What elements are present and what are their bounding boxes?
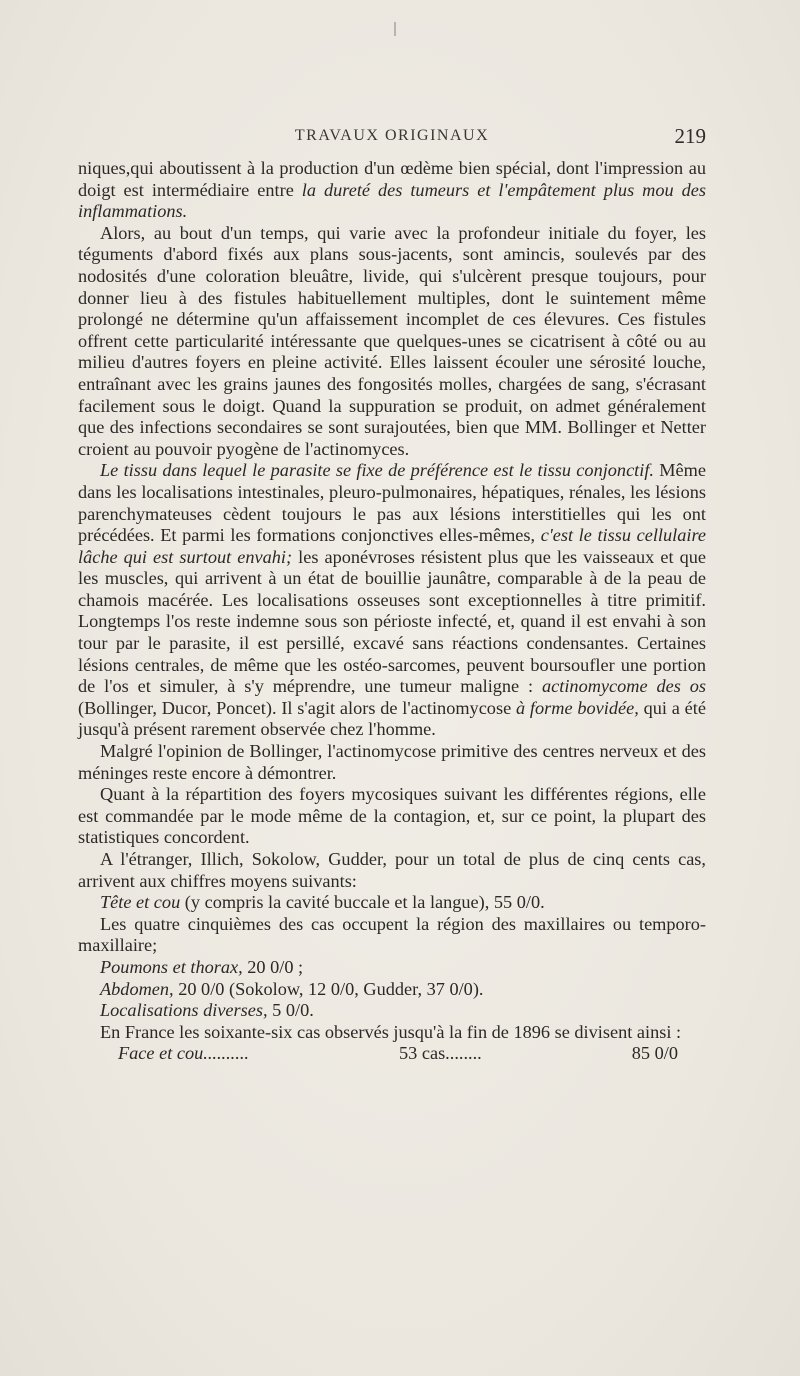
italic-text: Localisations diverses, [100, 1000, 268, 1021]
text-segment: Quant à la répartition des foyers mycosiques suivant les différentes régions, elle est commandée par le mode même de la contagion, et, sur ce point, la plupart des statistiques concordent. [78, 784, 706, 848]
paragraph [78, 979, 706, 1001]
paragraph [78, 460, 706, 741]
row-percent: 85 0/0 [631, 1043, 678, 1064]
italic-text: Poumons et thorax, [100, 956, 243, 977]
italic-text: actinomycome des os [542, 676, 706, 697]
italic-text: la dureté des tumeurs et l'empâtement plus mou des inflammations. [78, 179, 706, 222]
page-mark [394, 22, 396, 36]
text-segment: 20 0/0 ; [242, 956, 304, 977]
text-segment: les aponévroses résistent plus que les vaisseaux et que les muscles, qui arrivent à un état de bouillie jaunâtre, comparable à de la peau de chamois macérée. Les localisations osseuses sont exceptionnelles à titre primitif. Longtemps l'os reste indemne sous son périoste infecté, et, quand il est envahi à son tour par le parasite, il est persillé, excavé sans réactions condensantes. Certaines lésions centrales, de même que les ostéo-sarcomes, peuvent boursoufler une portion de l'os et simuler, à s'y méprendre, une tumeur maligne : [78, 546, 706, 697]
paragraph [78, 1022, 706, 1044]
row-cases: 53 cas........ [398, 1043, 482, 1064]
body-text [78, 158, 706, 1065]
paragraph [78, 892, 706, 914]
text-segment: 20 0/0 (Sokolow, 12 0/0, Gudder, 37 0/0). [173, 978, 484, 999]
paragraph [78, 223, 706, 461]
text-segment: Malgré l'opinion de Bollinger, l'actinomycose primitive des centres nerveux et des méninges reste encore à démontrer. [78, 741, 706, 783]
italic-text: Tête et cou [100, 892, 181, 913]
text-segment: A l'étranger, Illich, Sokolow, Gudder, pour un total de plus de cinq cents cas, arrivent aux chiffres moyens suivants: [78, 849, 706, 891]
page-header [78, 124, 706, 151]
statistics-row [118, 1043, 678, 1065]
page-number: 219 [674, 124, 706, 148]
text-segment: 5 0/0. [267, 1000, 314, 1021]
text-segment: qui a été jusqu'à présent rarement observée chez l'homme. [78, 697, 706, 740]
paragraph [78, 849, 706, 892]
paragraph [78, 957, 706, 979]
paragraph [78, 158, 706, 223]
paragraph [78, 784, 706, 849]
text-segment: (Bollinger, Ducor, Poncet). Il s'agit alors de l'actinomycose [78, 697, 516, 718]
italic-text: c'est le tissu cellulaire lâche qui est surtout envahi; [78, 525, 706, 567]
text-segment: niques,qui aboutissent à la production d'un œdème bien spécial, dont l'impression au doigt est intermédiaire entre [78, 158, 706, 200]
text-segment: (y compris la cavité buccale et la langue), 55 0/0. [180, 892, 545, 913]
paragraph [78, 741, 706, 784]
italic-text: à forme bovidée, [515, 697, 639, 718]
paragraph [78, 914, 706, 957]
text-segment: Même dans les localisations intestinales, pleuro-pulmonaires, hépatiques, rénales, les lésions parenchymateuses cèdent toujours le pas aux lésions interstitielles qui les ont précédées. Et parmi les formations conjonctives elles-mêmes, [78, 460, 706, 546]
text-segment: Alors, au bout d'un temps, qui varie avec la profondeur initiale du foyer, les téguments d'abord fixés aux plans sous-jacents, sont amincis, soulevés par des nodosités d'une coloration bleuâtre, livide, qui s'ulcèrent presque toujours, pour donner lieu à des fistules habituellement multiples, dont le suintement même prolongé ne détermine qu'un affaissement incomplet de ces élevures. Ces fistules offrent cette particularité intéressante que quelques-unes se cicatrisent à côté ou au milieu d'autres foyers en pleine activité. Elles laissent écouler une sérosité louche, entraînant avec les grains jaunes des fongosités molles, chargées de sang, s'écrasant facilement sous le doigt. Quand la suppuration se produit, on admet généralement que des infections secondaires se sont surajoutées, bien que MM. Bollinger et Netter croient au pouvoir pyogène de l'actinomyces. [78, 222, 706, 459]
italic-text: Abdomen, [100, 978, 174, 999]
row-label: Face et cou.......... [118, 1043, 249, 1064]
text-segment: En France les soixante-six cas observés jusqu'à la fin de 1896 se divisent ainsi : [100, 1021, 682, 1042]
text-segment: Les quatre cinquièmes des cas occupent la région des maxillaires ou temporo-maxillaire; [78, 913, 706, 956]
italic-text: Le tissu dans lequel le parasite se fixe de préférence est le tissu conjonctif. [100, 460, 654, 481]
paragraph [78, 1000, 706, 1022]
running-head: TRAVAUX ORIGINAUX [294, 127, 490, 144]
